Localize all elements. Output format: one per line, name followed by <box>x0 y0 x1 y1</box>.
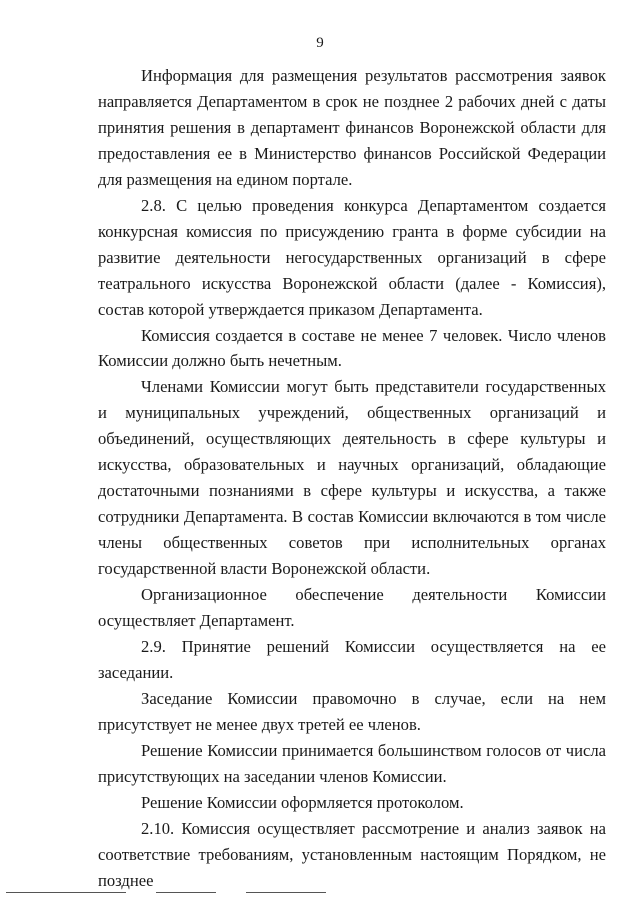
paragraph-results-posting: Информация для размещения результатов рассмотрения заявок направляется Департаментом в срок не позднее 2 рабочих дней с даты принятия решения в департамент финансов Воронежской области для предоставления ее в Министерство финансов Российской Федерации для размещения на едином портале. <box>98 66 606 189</box>
document-body <box>98 63 606 894</box>
footer-line-segment <box>156 892 216 893</box>
paragraph-2-10-review: 2.10. Комиссия осуществляет рассмотрение и анализ заявок на соответствие требованиям, установленным настоящим Порядком, не позднее <box>98 818 606 890</box>
paragraph-2-8-commission-creation: 2.8. С целью проведения конкурса Департаментом создается конкурсная комиссия по присуждению гранта в форме субсидии на развитие деятельности негосударственных организаций в сфере театрального искусства Воронежской области (далее - Комиссия), состав которой утверждается приказом Департамента. <box>98 195 606 319</box>
footer-line-segment <box>6 892 126 893</box>
footer-line-segment <box>246 892 326 893</box>
footer-scan-line <box>6 892 640 904</box>
paragraph-quorum: Заседание Комиссии правомочно в случае, если на нем присутствует не менее двух третей ее членов. <box>98 688 606 734</box>
paragraph-organizational-support: Организационное обеспечение деятельности Комиссии осуществляет Департамент. <box>98 585 606 631</box>
paragraph-majority-vote: Решение Комиссии принимается большинством голосов от числа присутствующих на заседании членов Комиссии. <box>98 740 606 786</box>
paragraph-commission-size: Комиссия создается в составе не менее 7 человек. Число членов Комиссии должно быть нечетным. <box>98 325 606 371</box>
paragraph-2-9-decisions: 2.9. Принятие решений Комиссии осуществляется на ее заседании. <box>98 636 606 682</box>
paragraph-commission-members: Членами Комиссии могут быть представители государственных и муниципальных учреждений, общественных организаций и объединений, осуществляющих деятельность в сфере культуры и искусства, образовательных и научных организаций, обладающие достаточными познаниями в сфере культуры и искусства, а также сотрудники Департамента. В состав Комиссии включаются в том числе члены общественных советов при исполнительных органах государственной власти Воронежской области. <box>98 377 606 579</box>
page-number: 9 <box>316 35 324 51</box>
paragraph-protocol: Решение Комиссии оформляется протоколом. <box>141 792 464 812</box>
